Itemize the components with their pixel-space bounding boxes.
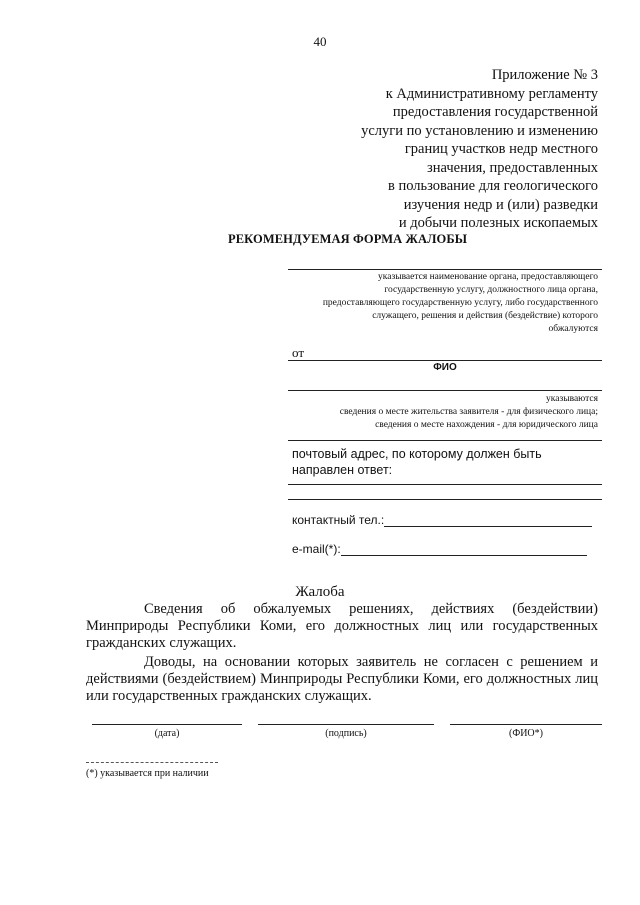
appendix-line: в пользование для геологического — [388, 178, 598, 194]
signature-input-line[interactable] — [258, 724, 434, 725]
postal-address-line-1[interactable] — [288, 484, 602, 485]
sender-name-line[interactable] — [288, 360, 602, 361]
address-hint-line: указываются — [546, 394, 598, 404]
page-number: 40 — [313, 34, 327, 49]
fio-caption: (ФИО*) — [508, 728, 543, 739]
email-input-line[interactable] — [341, 543, 587, 556]
fio-input-line[interactable] — [450, 724, 602, 725]
recipient-hint-line: государственную услугу, должностного лица органа, — [384, 285, 598, 295]
form-title: РЕКОМЕНДУЕМАЯ ФОРМА ЖАЛОБЫ — [228, 232, 468, 246]
email-row — [292, 542, 587, 556]
sender-address-line[interactable] — [288, 390, 602, 391]
address-hint — [288, 393, 598, 432]
address-hint-line: сведения о месте жительства заявителя - для физического лица; — [339, 407, 598, 417]
address-hint-line: сведения о месте нахождения - для юридического лица — [375, 420, 598, 430]
recipient-hint — [288, 271, 598, 336]
appendix-line: к Административному регламенту — [385, 85, 598, 102]
signature-caption: (подпись) — [325, 728, 367, 739]
from-label: от — [292, 345, 305, 360]
recipient-hint-line: обжалуются — [548, 324, 598, 334]
phone-label: контактный тел.: — [292, 513, 385, 527]
postal-address-label: почтовый адрес, по которому должен быть направлен ответ: — [292, 447, 542, 477]
complaint-title: Жалоба — [295, 584, 345, 600]
recipient-input-line[interactable] — [288, 269, 602, 270]
complaint-paragraph-2: Доводы, на основании которых заявитель не согласен с решением и действиями (бездействием) Минприроды Республики Коми, его должностных лиц или государственных гражданских служащих. — [86, 654, 598, 704]
appendix-line: предоставления государственной — [392, 104, 598, 120]
email-label: e-mail(*): — [292, 542, 341, 556]
date-input-line[interactable] — [92, 724, 242, 725]
complaint-paragraph-1: Сведения об обжалуемых решениях, действиях (бездействии) Минприроды Республики Коми, его должностных лиц или государственных гражданских служащих. — [86, 601, 598, 651]
appendix-line: услуги по установлению и изменению — [361, 122, 598, 139]
recipient-hint-line: служащего, решения и действия (бездействие) которого — [372, 311, 598, 321]
fio-label: ФИО — [433, 362, 457, 373]
appendix-header — [298, 66, 598, 233]
phone-input-line[interactable] — [384, 514, 592, 527]
appendix-line: значения, предоставленных — [427, 159, 598, 176]
date-caption: (дата) — [154, 728, 180, 739]
postal-address-line-2[interactable] — [288, 499, 602, 500]
appendix-line: и добычи полезных ископаемых — [398, 215, 598, 231]
footnote-separator — [86, 762, 218, 763]
recipient-hint-line: предоставляющего государственную услугу, либо государственного — [322, 298, 598, 308]
appendix-line: границ участков недр местного — [404, 141, 598, 157]
address-separator-line — [288, 440, 602, 441]
phone-row — [292, 513, 592, 527]
footnote: (*) указывается при наличии — [86, 768, 209, 779]
appendix-line: изучения недр и (или) разведки — [403, 196, 598, 213]
recipient-hint-line: указывается наименование органа, предоставляющего — [378, 272, 598, 282]
appendix-line: Приложение № 3 — [491, 67, 598, 83]
